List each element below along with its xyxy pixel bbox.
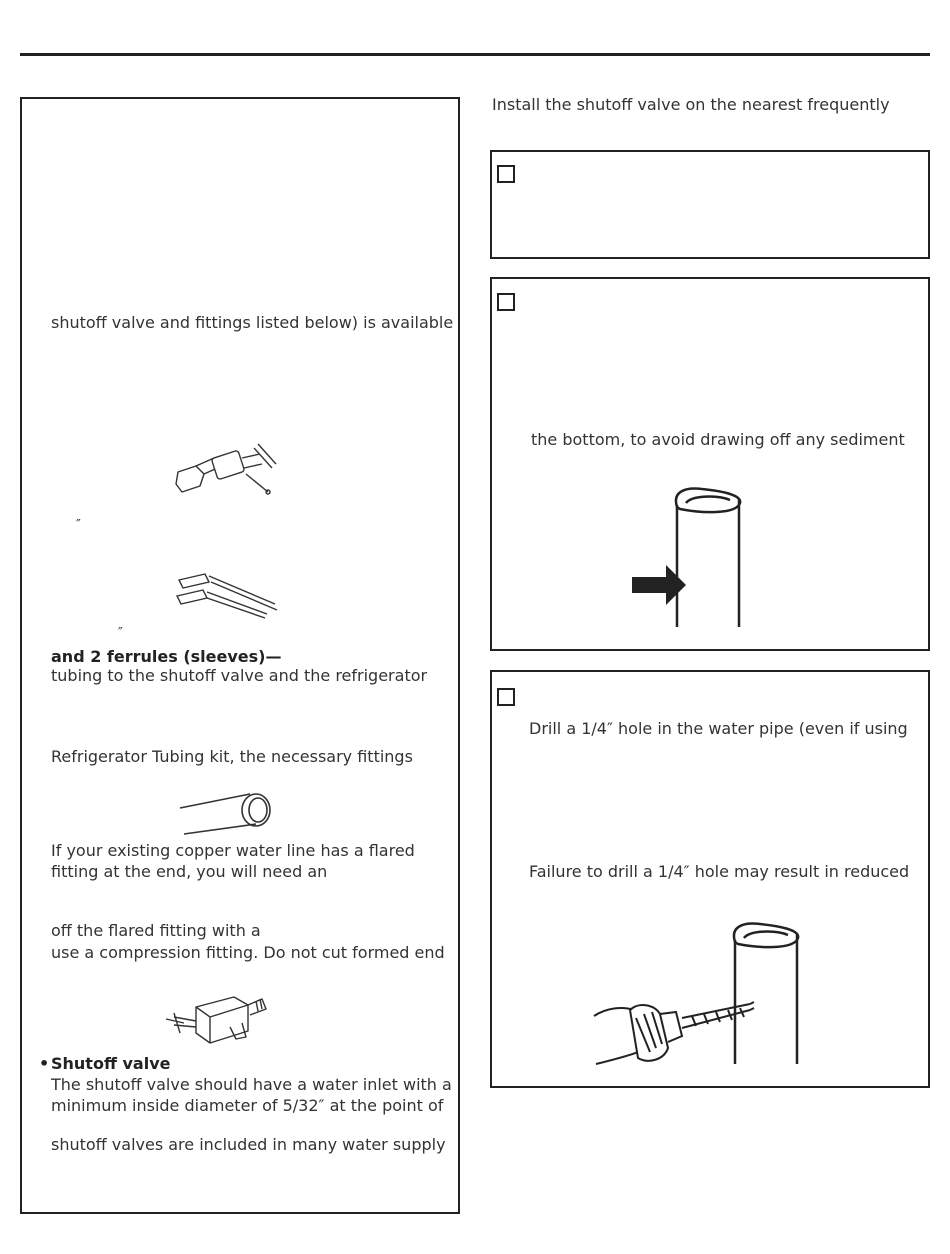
shutoff-valve-kit-illustration (170, 440, 285, 500)
shutoff-valve-illustration (160, 993, 275, 1048)
step-3-drill-text: Drill a 1/4″ hole in the water pipe (even if using (529, 719, 908, 738)
step-2-checkbox[interactable] (497, 293, 515, 311)
drill-pipe-illustration (592, 918, 807, 1068)
flared-cut-text: off the flared fitting with a (51, 921, 261, 940)
tubing-kit-text: Refrigerator Tubing kit, the necessary fittings (51, 747, 413, 766)
kit-availability-text: shutoff valve and fittings listed below) is available (51, 313, 454, 332)
step-2-text: the bottom, to avoid drawing off any sediment (531, 430, 905, 449)
compression-tubes-illustration (175, 568, 285, 618)
shutoff-valve-heading: Shutoff valve (51, 1054, 171, 1073)
pipe-side-arrow-illustration (630, 485, 750, 630)
ferrules-heading: and 2 ferrules (sleeves)— (51, 647, 282, 666)
valve-diameter-text: minimum inside diameter of 5/32″ at the point of (51, 1096, 444, 1115)
dimension-mark-1: ″ (76, 518, 81, 533)
dimension-mark-2: ″ (118, 626, 123, 641)
bullet: • (39, 1054, 50, 1073)
flared-line-text: If your existing copper water line has a flared (51, 841, 415, 860)
step-3-checkbox[interactable] (497, 688, 515, 706)
step-3-failure-text: Failure to drill a 1/4″ hole may result in reduced (529, 862, 910, 881)
install-intro-text: Install the shutoff valve on the nearest frequently (492, 95, 890, 114)
valve-supply-text: shutoff valves are included in many water supply (51, 1135, 446, 1154)
compression-fitting-text: use a compression fitting. Do not cut formed end (51, 943, 445, 962)
step-1-panel (490, 150, 930, 259)
step-1-checkbox[interactable] (497, 165, 515, 183)
copper-tube-end-illustration (178, 788, 278, 838)
valve-inlet-text: The shutoff valve should have a water inlet with a (51, 1075, 452, 1094)
tubing-text: tubing to the shutoff valve and the refrigerator (51, 666, 428, 685)
header-rule (20, 53, 930, 56)
flared-fitting-text: fitting at the end, you will need an (51, 862, 328, 881)
